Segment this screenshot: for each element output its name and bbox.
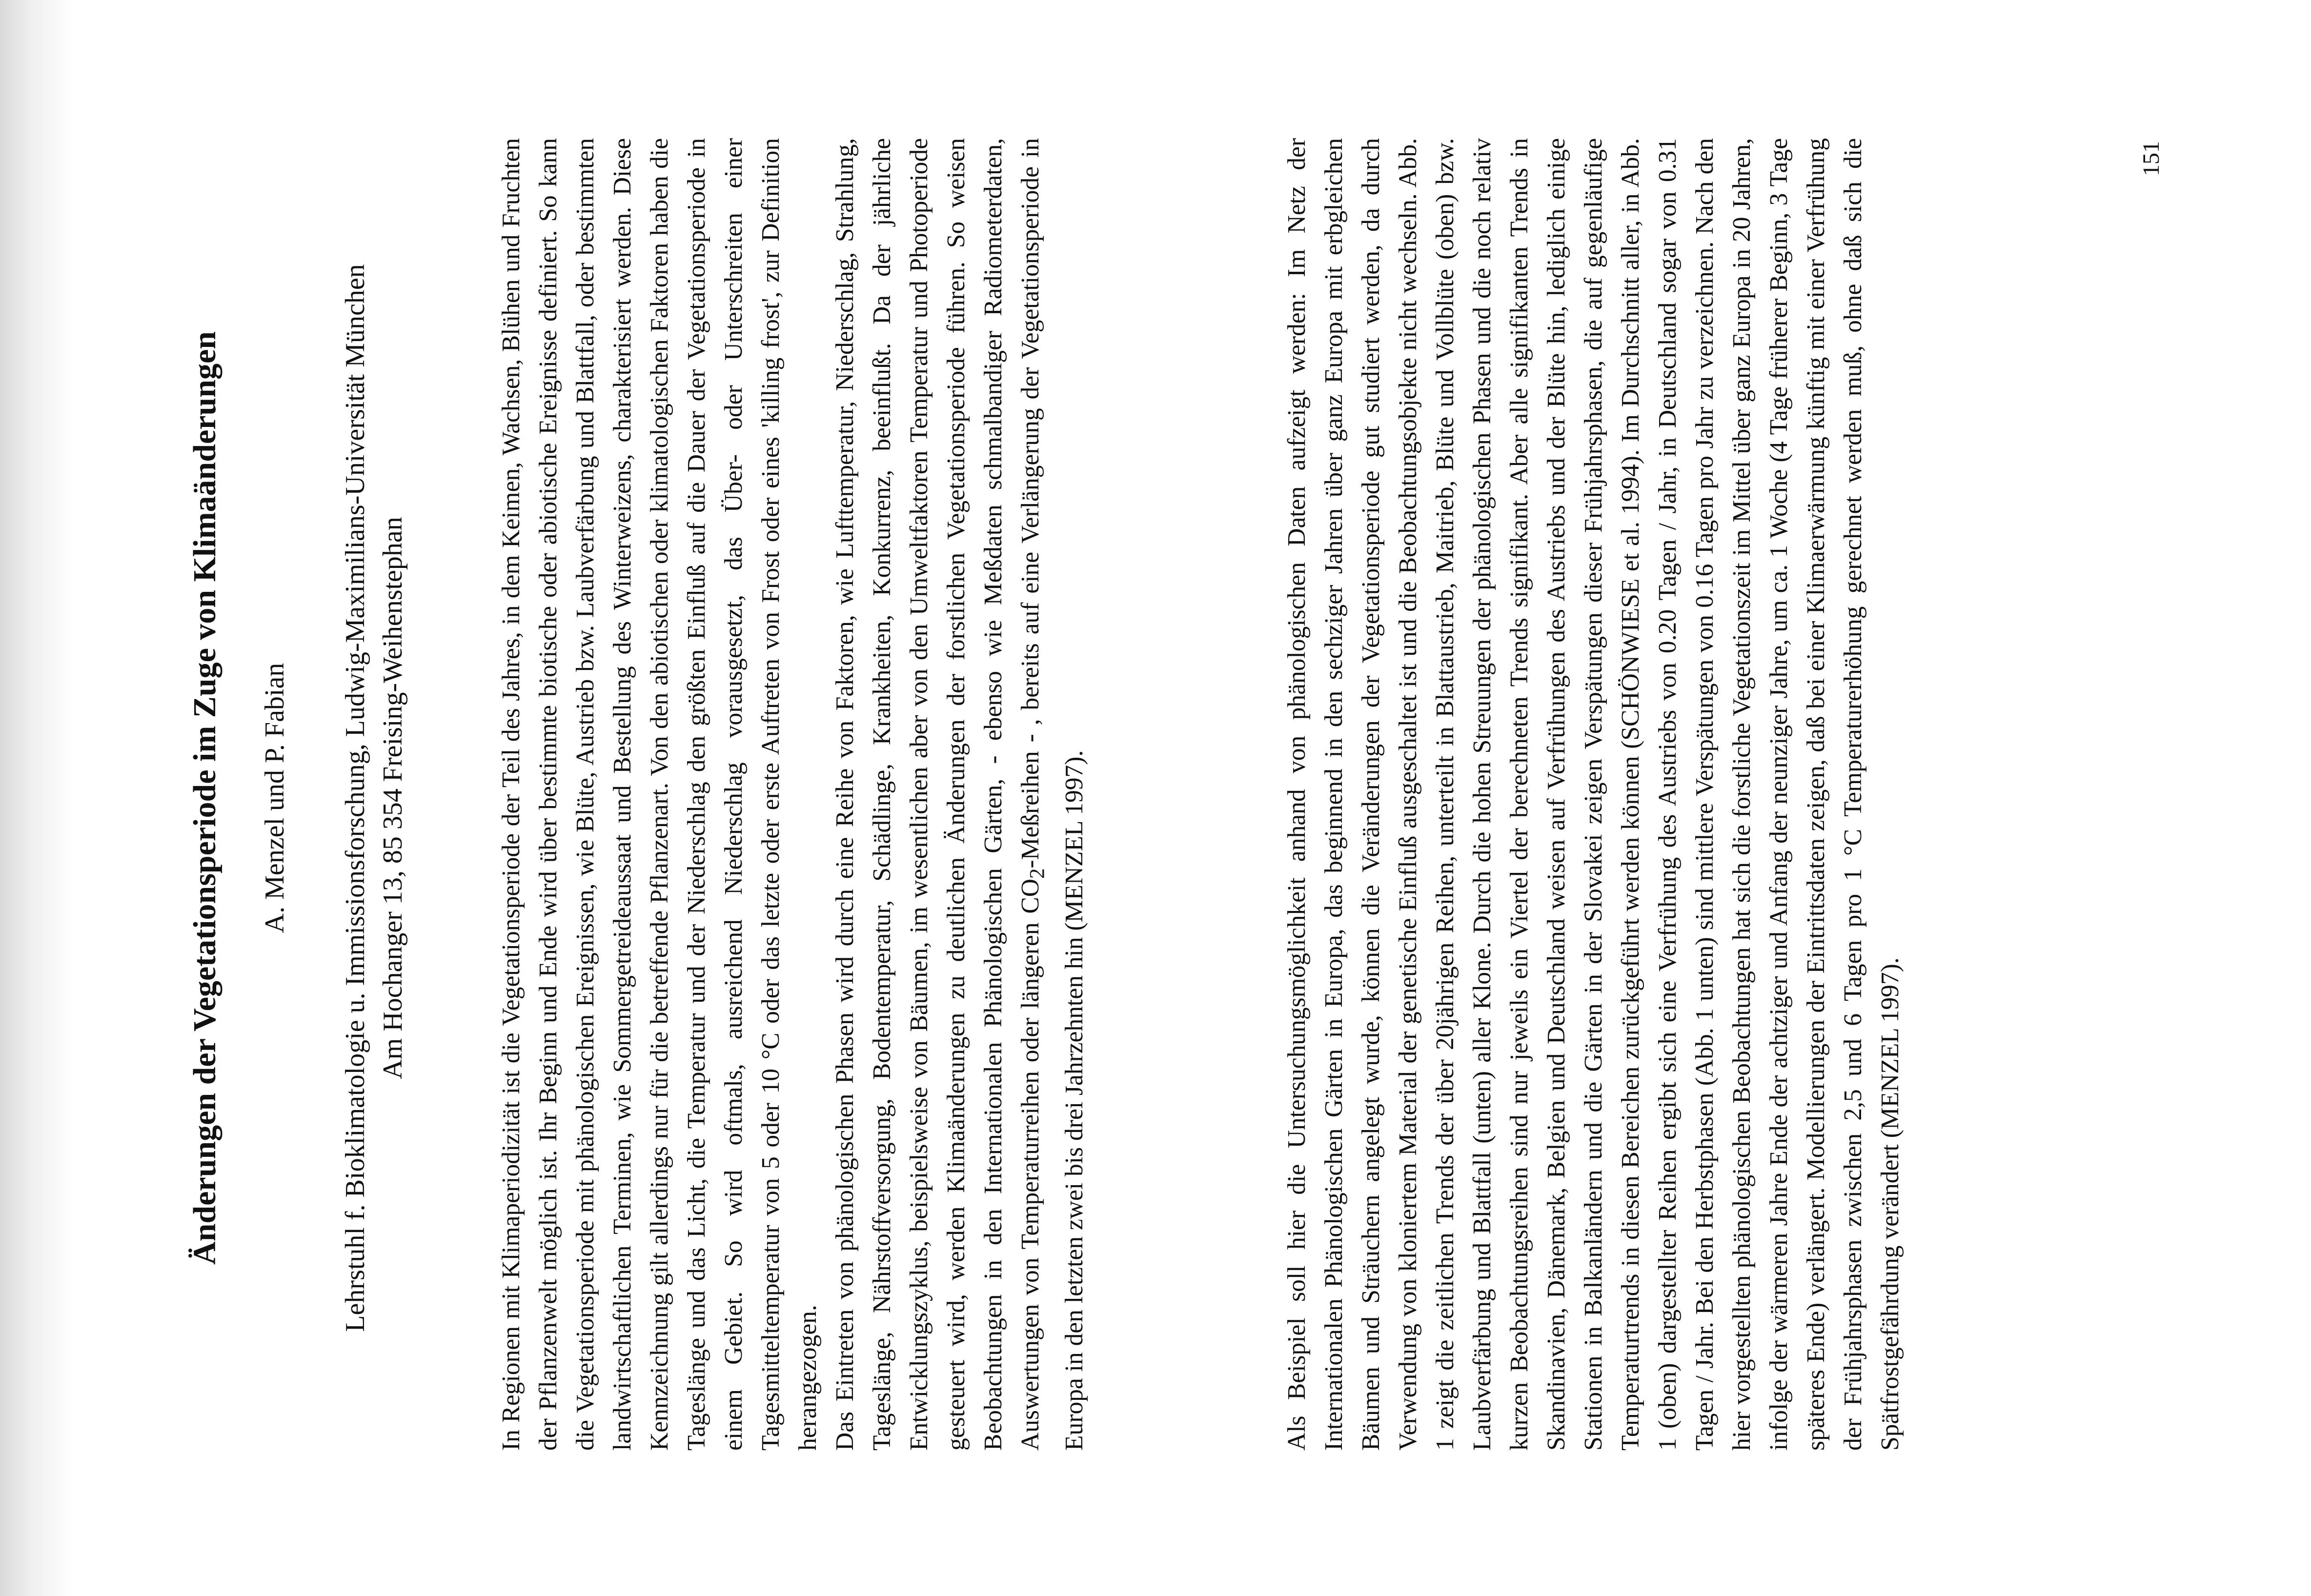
paragraph-2-text-b: -Meßreihen - , bereits auf eine Verlängerung der Vegetationsperiode in Europa in den letzten zwei bis drei Jahrzehnten hin (MENZEL 1997).	[1016, 138, 1089, 1451]
body-text-block-1	[493, 138, 1093, 1451]
paragraph-2-text-a: Das Eintreten von phänologischen Phasen wird durch eine Reihe von Faktoren, wie Lufttemperatur, Niederschlag, Strahlung, Tageslänge, Nährstoffversorgung, Bodentemperatur, Schädlinge, Krankheiten, Konkurrenz, beeinflußt. Da der jährliche Entwicklungszyklus, beispielsweise von Bäumen, im wesentlichen aber von den Umweltfaktoren Temperatur und Photoperiode gesteuert wird, werden Klimaänderungen zu deutlichen Änderungen der forstlichen Vegetationsperiode führen. So weisen Beobachtungen in den Internationalen Phänologischen Gärten, - ebenso wie Meßdaten schmalbandiger Radiometerdaten, Auswertungen von Temperaturreihen oder längeren CO	[831, 138, 1044, 1451]
affiliation-line-1: Lehrstuhl f. Bioklimatologie u. Immissionsforschung, Ludwig-Maximilians-Universität München	[340, 264, 370, 1332]
paragraph-3: Als Beispiel soll hier die Untersuchungsmöglichkeit anhand von phänologischen Daten aufzeigt werden: Im Netz der Internationalen Phänologischen Gärten in Europa, das beginnend in den sechziger Jahren über ganz Europa mit erbgleichen Bäumen und Sträuchern angelegt wurde, können die Veränderungen der Vegetationsperiode gut studiert werden, da durch Verwendung von kloniertem Material der genetische Einfluß ausgeschaltet ist und die Beobachtungsobjekte nicht wechseln. Abb. 1 zeigt die zeitlichen Trends der über 20jährigen Reihen, unterteilt in Blattaustrieb, Maitrieb, Blüte und Vollblüte (oben) bzw. Laubverfärbung und Blattfall (unten) aller Klone. Durch die hohen Streuungen der phänologischen Phasen und die noch relativ kurzen Beobachtungsreihen sind nur jeweils ein Viertel der berechneten Trends signifikant. Aber alle signifikanten Trends in Skandinavien, Dänemark, Belgien und Deutschland weisen auf Verfrühungen des Austriebs und der Blüte hin, lediglich einige Stationen in Balkanländern und die Gärten in der Slovakei zeigen Verspätungen dieser Frühjahrsphasen, die auf gegenläufige Temperaturtrends in diesen Bereichen zurückgeführt werden können (SCHÖNWIESE et al. 1994). Im Durchschnitt aller, in Abb. 1 (oben) dargestellter Reihen ergibt sich eine Verfrühung des Austriebs von 0.20 Tagen / Jahr, in Deutschland sogar von 0.31 Tagen / Jahr. Bei den Herbstphasen (Abb. 1 unten) sind mittlere Verspätungen von 0.16 Tagen pro Jahr zu verzeichnen. Nach den hier vorgestellten phänologischen Beobachtungen hat sich die forstliche Vegetationszeit im Mittel über ganz Europa in 20 Jahren, infolge der wärmeren Jahre Ende der achtziger und Anfang der neunziger Jahre, um ca. 1 Woche (4 Tage früherer Beginn, 3 Tage späteres Ende) verlängert. Modellierungen der Eintrittsdaten zeigen, daß bei einer Klimaerwärmung künftig mit einer Verfrühung der Frühjahrsphasen zwischen 2,5 und 6 Tagen pro 1 °C Temperaturerhöhung gerechnet werden muß, ohne daß sich die Spätfrostgefährdung verändert (MENZEL 1997).	[1283, 138, 1904, 1451]
article-title: Änderungen der Vegetationsperiode im Zuge von Klimaänderungen	[187, 331, 223, 1265]
page-number: 151	[2138, 141, 2164, 176]
affiliation-line-2: Am Hochanger 13, 85 354 Freising-Weihenstephan	[378, 517, 408, 1079]
article-authors: A. Menzel und P. Fabian	[260, 663, 290, 933]
paragraph-2	[827, 138, 1093, 1451]
paragraph-1: In Regionen mit Klimaperiodizität ist die Vegetationsperiode der Teil des Jahres, in dem Keimen, Wachsen, Blühen und Fruchten der Pflanzenwelt möglich ist. Ihr Beginn und Ende wird über bestimmte biotische oder abiotische Ereignisse definiert. So kann die Vegetationsperiode mit phänologischen Ereignissen, wie Blüte, Austrieb bzw. Laubverfärbung und Blattfall, oder bestimmten landwirtschaftlichen Terminen, wie Sommergetreideaussaat und Bestellung des Winterweizens, charakterisiert werden. Diese Kennzeichnung gilt allerdings nur für die betreffende Pflanzenart. Von den abiotischen oder klimatologischen Faktoren haben die Tageslänge und das Licht, die Temperatur und der Niederschlag den größten Einfluß auf die Dauer der Vegetationsperiode in einem Gebiet. So wird oftmals, ausreichend Niederschlag vorausgesetzt, das Über- oder Unterschreiten einer Tagesmitteltemperatur von 5 oder 10 °C oder das letzte oder erste Auftreten von Frost oder eines 'killing frost', zur Definition herangezogen.	[497, 138, 822, 1451]
body-text-block-2	[1278, 138, 1909, 1451]
co2-subscript: 2	[1026, 868, 1049, 879]
author-affiliation	[337, 0, 412, 1596]
